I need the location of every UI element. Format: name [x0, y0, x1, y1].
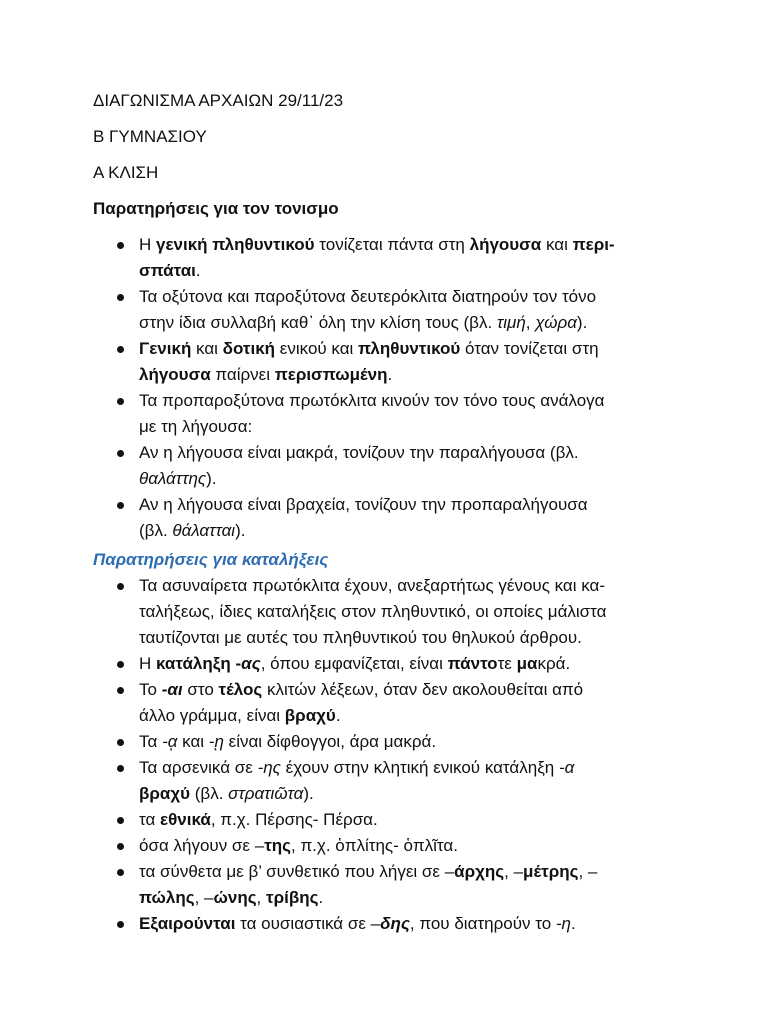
text-run: σπάται [139, 261, 196, 280]
text-run: Τα αρσενικά σε [139, 758, 258, 777]
text-run: τονίζεται πάντα στη [314, 235, 470, 254]
text-run: . [318, 888, 324, 907]
text-run: Εξαιρούνται [139, 914, 236, 933]
text-run: ). [576, 313, 588, 332]
list-item [93, 232, 683, 284]
document-page [93, 88, 683, 937]
text-run: ). [235, 521, 246, 540]
text-run: δοτική [222, 339, 276, 358]
bullet-icon [117, 843, 124, 850]
text-run: δης [380, 914, 410, 933]
text-run: τα ουσιαστικά σε – [235, 914, 381, 933]
endings-section-heading: Παρατηρήσεις για καταλήξεις [93, 550, 329, 569]
text-run: τα σύνθετα με β’ συνθετικό που λήγει σε – [139, 862, 455, 881]
list-item [93, 859, 683, 911]
text-run: είναι δίφθογγοι, άρα μακρά. [223, 732, 437, 751]
text-run: με τη λήγουσα: [139, 417, 253, 436]
text-run: μέτρης [523, 862, 579, 881]
text-run: βραχύ [284, 706, 336, 725]
text-run: Η [139, 235, 156, 254]
text-run: , όπου εμφανίζεται, είναι [260, 654, 448, 673]
text-run: βραχύ [139, 784, 191, 803]
endings-notes-list [93, 573, 683, 937]
bullet-icon [117, 817, 124, 824]
text-run: . [570, 914, 576, 933]
text-run: μα [516, 654, 538, 673]
text-run: -α [558, 758, 575, 777]
text-run: . [195, 261, 201, 280]
bullet-icon [117, 739, 124, 746]
bullet-icon [117, 869, 124, 876]
text-run: έχουν στην κλητική ενικού κατάληξη [280, 758, 559, 777]
text-run: όταν τονίζεται στη [460, 339, 599, 358]
text-run: πώλης [139, 888, 195, 907]
text-run: Τα οξύτονα και παροξύτονα δευτερόκλιτα διατηρούν τον τόνο [139, 287, 597, 306]
text-run: πάντο [447, 654, 498, 673]
bullet-icon [117, 294, 124, 301]
list-item [93, 651, 683, 677]
text-run: χώρα [535, 313, 577, 332]
text-run: . [335, 706, 341, 725]
text-run: λήγουσα [469, 235, 542, 254]
list-item [93, 440, 683, 492]
bullet-icon [117, 661, 124, 668]
bullet-icon [117, 687, 124, 694]
text-run: τε [497, 654, 517, 673]
bullet-icon [117, 450, 124, 457]
topic-line: Α ΚΛΙΣΗ [93, 163, 159, 182]
list-item [93, 388, 683, 440]
list-item [93, 755, 683, 807]
text-run: Η [139, 654, 156, 673]
text-run: στρατιῶτα [228, 784, 304, 803]
text-run: της [264, 836, 291, 855]
text-run: περι- [572, 235, 615, 254]
text-run: -ᾳ [162, 732, 178, 751]
text-run: θάλατται [172, 521, 236, 540]
text-run: λήγουσα [139, 365, 211, 384]
list-item [93, 807, 683, 833]
text-run: στην ίδια συλλαβή καθ᾽ όλη την κλίση τους (βλ. [139, 313, 497, 332]
bullet-icon [117, 583, 124, 590]
text-run: -ης [257, 758, 281, 777]
text-run: . [387, 365, 393, 384]
text-run: , – [504, 862, 524, 881]
text-run: πληθυντικού [358, 339, 461, 358]
text-run: -ῃ [208, 732, 224, 751]
list-item [93, 833, 683, 859]
text-run: Τα ασυναίρετα πρωτόκλιτα έχουν, ανεξαρτήτως γένους και κα- [139, 576, 606, 595]
bullet-icon [117, 398, 124, 405]
list-item [93, 677, 683, 729]
text-run: Γενική [139, 339, 192, 358]
text-run: , – [194, 888, 214, 907]
bullet-icon [117, 346, 124, 353]
text-run: -η [555, 914, 571, 933]
accent-section-heading: Παρατηρήσεις για τον τονισμο [93, 199, 339, 218]
text-run: και [191, 339, 223, 358]
list-item [93, 911, 683, 937]
text-run: κατάληξη - [156, 654, 242, 673]
text-run: όσα λήγουν σε – [139, 836, 265, 855]
list-item [93, 284, 683, 336]
list-item [93, 729, 683, 755]
text-run: Τα προπαροξύτονα πρωτόκλιτα κινούν τον τόνο τους ανάλογα [139, 391, 605, 410]
text-run: άλλο γράμμα, είναι [139, 706, 285, 725]
text-run: ας [241, 654, 261, 673]
text-run: κρά. [537, 654, 571, 673]
text-run: Αν η λήγουσα είναι μακρά, τονίζουν την παραλήγουσα (βλ. [139, 443, 579, 462]
text-run: τρίβης [266, 888, 319, 907]
text-run: τα [139, 810, 161, 829]
text-run: ). [303, 784, 314, 803]
text-run: (βλ. [190, 784, 229, 803]
text-run: , [525, 313, 536, 332]
text-run: και [541, 235, 573, 254]
bullet-icon [117, 242, 124, 249]
text-run: περισπωμένη [274, 365, 388, 384]
text-run: , [256, 888, 266, 907]
text-run: , π.χ. Πέρσης- Πέρσα. [210, 810, 378, 829]
text-run: κλιτών λέξεων, όταν δεν ακολουθείται από [262, 680, 584, 699]
text-run: γενική πληθυντικού [156, 235, 315, 254]
document-title: ΔΙΑΓΩΝΙΣΜΑ ΑΡΧΑΙΩΝ 29/11/23 [93, 91, 344, 110]
text-run: ώνης [213, 888, 257, 907]
accent-notes-list [93, 232, 683, 544]
text-run: θαλάττης [139, 469, 207, 488]
text-run: ταυτίζονται με αυτές του πληθυντικού του θηλυκού άρθρου. [139, 628, 582, 647]
text-run: Τα [139, 732, 163, 751]
text-run: εθνικά [160, 810, 211, 829]
text-run: (βλ. [139, 521, 173, 540]
text-run: , – [578, 862, 598, 881]
list-item [93, 573, 683, 651]
bullet-icon [117, 765, 124, 772]
grade-line: Β ΓΥΜΝΑΣΙΟΥ [93, 127, 207, 146]
text-run: τιμή [496, 313, 526, 332]
text-run: ενικού και [275, 339, 359, 358]
text-run: στο [182, 680, 219, 699]
text-run: και [177, 732, 209, 751]
text-run: , που διατηρούν το [409, 914, 556, 933]
text-run: ). [206, 469, 217, 488]
text-run: , π.χ. ὁπλίτης- ὁπλῖτα. [291, 836, 458, 855]
bullet-icon [117, 921, 124, 928]
text-run: -αι [161, 680, 183, 699]
list-item [93, 336, 683, 388]
text-run: Αν η λήγουσα είναι βραχεία, τονίζουν την προπαραλήγουσα [139, 495, 588, 514]
bullet-icon [117, 502, 124, 509]
text-run: παίρνει [210, 365, 275, 384]
text-run: άρχης [454, 862, 505, 881]
list-item [93, 492, 683, 544]
text-run: τέλος [218, 680, 263, 699]
text-run: ταλήξεως, ίδιες καταλήξεις στον πληθυντικό, οι οποίες μάλιστα [139, 602, 607, 621]
text-run: Το [139, 680, 162, 699]
